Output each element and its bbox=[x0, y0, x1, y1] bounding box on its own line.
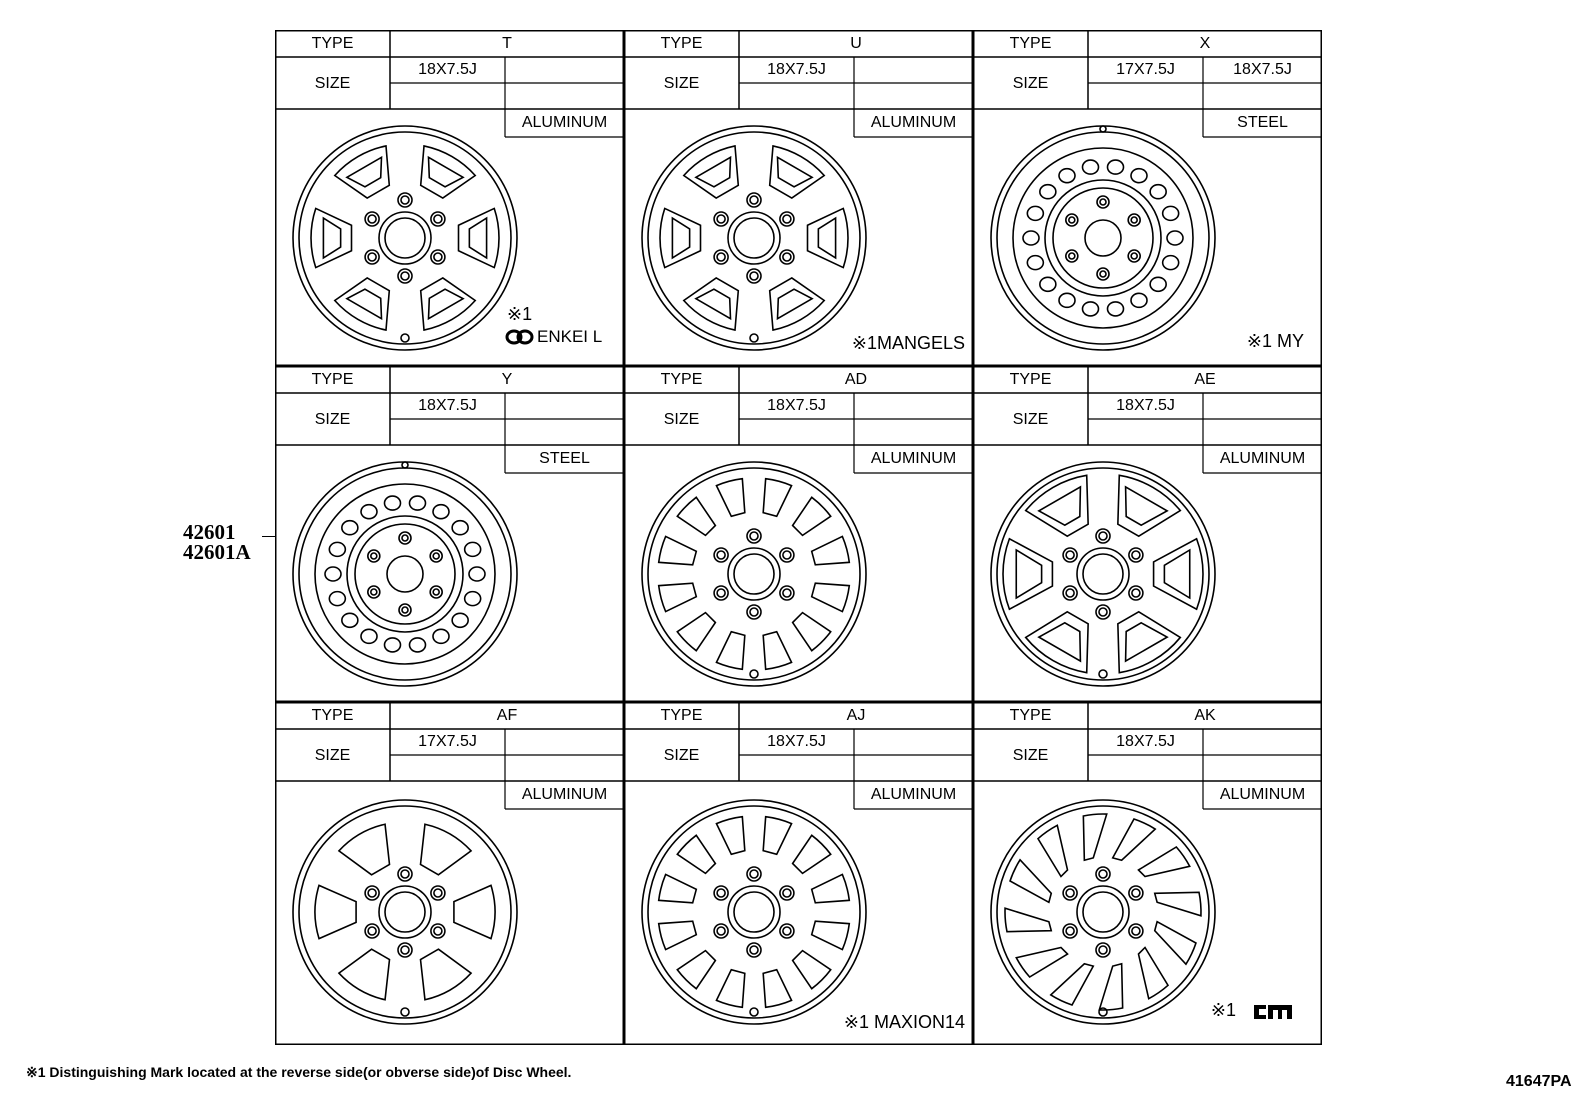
wheel-cell bbox=[275, 702, 624, 1045]
distinguishing-mark: ※1 bbox=[1210, 1000, 1236, 1020]
type-label: TYPE bbox=[1009, 371, 1052, 388]
material-label: STEEL bbox=[539, 450, 590, 467]
size-value-1: 18X7.5J bbox=[767, 733, 826, 750]
type-value: Y bbox=[501, 371, 513, 388]
wheel-cell bbox=[624, 30, 973, 366]
material-label: STEEL bbox=[1237, 114, 1288, 131]
type-label: TYPE bbox=[311, 35, 354, 52]
size-label: SIZE bbox=[1012, 411, 1049, 428]
wheel-drawing bbox=[275, 30, 624, 366]
material-label: ALUMINUM bbox=[521, 114, 608, 131]
footnote: ※1 Distinguishing Mark located at the reverse side(or obverse side)of Disc Wheel. bbox=[26, 1064, 572, 1080]
part-number-callout bbox=[183, 522, 251, 562]
distinguishing-mark: ※1MANGELS bbox=[851, 333, 965, 353]
distinguishing-mark: ※1 MAXION14 bbox=[843, 1012, 965, 1032]
material-label: ALUMINUM bbox=[870, 786, 957, 803]
wheel-drawing bbox=[973, 30, 1322, 366]
size-label: SIZE bbox=[1012, 747, 1049, 764]
type-value: U bbox=[850, 35, 862, 52]
wheel-cell bbox=[624, 366, 973, 702]
type-label: TYPE bbox=[660, 371, 703, 388]
size-value-1: 18X7.5J bbox=[1116, 397, 1175, 414]
type-label: TYPE bbox=[660, 35, 703, 52]
size-value-1: 18X7.5J bbox=[418, 61, 477, 78]
wheel-cell bbox=[973, 702, 1322, 1045]
figure-id: 41647PA bbox=[1506, 1073, 1572, 1090]
wheel-cell bbox=[275, 30, 624, 366]
size-label: SIZE bbox=[314, 411, 351, 428]
type-value: AK bbox=[1194, 707, 1216, 724]
wheel-cell bbox=[275, 366, 624, 702]
type-label: TYPE bbox=[1009, 35, 1052, 52]
distinguishing-mark: ※1 MY bbox=[1246, 331, 1304, 351]
size-value-1: 18X7.5J bbox=[767, 397, 826, 414]
type-value: AD bbox=[844, 371, 868, 388]
type-value: AF bbox=[496, 707, 518, 724]
type-value: AE bbox=[1194, 371, 1216, 388]
size-value-2: 18X7.5J bbox=[1233, 61, 1292, 78]
type-label: TYPE bbox=[1009, 707, 1052, 724]
type-value: AJ bbox=[846, 707, 866, 724]
size-label: SIZE bbox=[1012, 75, 1049, 92]
wheel-cell bbox=[624, 702, 973, 1045]
wheel-drawing bbox=[275, 702, 624, 1045]
size-label: SIZE bbox=[663, 747, 700, 764]
wheel-cell bbox=[973, 30, 1322, 366]
material-label: ALUMINUM bbox=[870, 114, 957, 131]
size-label: SIZE bbox=[314, 747, 351, 764]
size-value-1: 18X7.5J bbox=[418, 397, 477, 414]
wheel-drawing bbox=[624, 366, 973, 702]
type-value: X bbox=[1199, 35, 1211, 52]
material-label: ALUMINUM bbox=[1219, 450, 1306, 467]
wheel-catalog-grid bbox=[275, 30, 1322, 1045]
size-value-1: 18X7.5J bbox=[1116, 733, 1175, 750]
wheel-cell bbox=[973, 366, 1322, 702]
size-value-1: 17X7.5J bbox=[418, 733, 477, 750]
size-label: SIZE bbox=[663, 75, 700, 92]
distinguishing-mark: ※1 bbox=[507, 304, 533, 324]
type-label: TYPE bbox=[660, 707, 703, 724]
type-label: TYPE bbox=[311, 371, 354, 388]
size-label: SIZE bbox=[663, 411, 700, 428]
wheel-drawing bbox=[624, 702, 973, 1045]
wheel-drawing bbox=[973, 366, 1322, 702]
callout-leader-line bbox=[262, 536, 275, 537]
type-value: T bbox=[502, 35, 512, 52]
distinguishing-mark-text: ENKEI L bbox=[537, 327, 603, 346]
material-label: ALUMINUM bbox=[521, 786, 608, 803]
part-number-42601a: 42601A bbox=[183, 540, 251, 564]
wheel-drawing bbox=[275, 366, 624, 702]
size-label: SIZE bbox=[314, 75, 351, 92]
wheel-drawing bbox=[973, 702, 1322, 1045]
part-number-42601: 42601 bbox=[183, 520, 236, 544]
material-label: ALUMINUM bbox=[1219, 786, 1306, 803]
size-value-1: 18X7.5J bbox=[767, 61, 826, 78]
wheel-drawing bbox=[624, 30, 973, 366]
size-value-1: 17X7.5J bbox=[1116, 61, 1175, 78]
material-label: ALUMINUM bbox=[870, 450, 957, 467]
type-label: TYPE bbox=[311, 707, 354, 724]
